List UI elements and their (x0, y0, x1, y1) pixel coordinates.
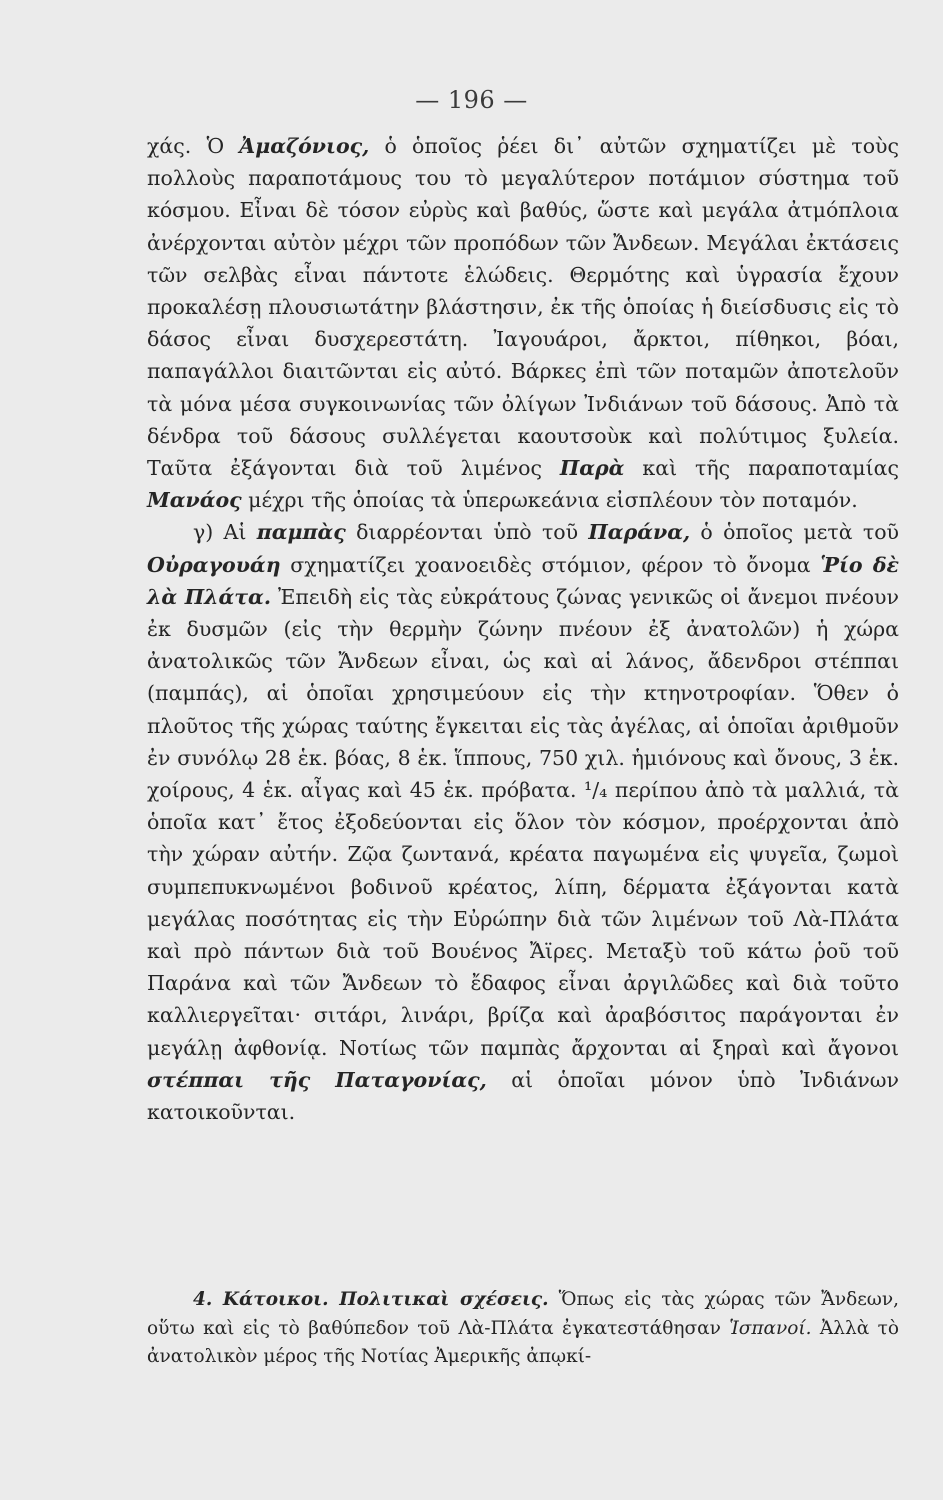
main-text (147, 130, 899, 1128)
text-run: Ὅπως εἰς τὰς χώρας τῶν Ἄνδεων, οὕτω καὶ εἰς τὸ βαθύπεδον τοῦ Λὰ-Πλάτα ἐγκατεστάθησαν (147, 1289, 899, 1339)
emphasis-pampas: παμπὰς (256, 520, 346, 545)
text-run: διαρρέονται ὑπὸ τοῦ (345, 520, 589, 545)
text-run: μέχρι τῆς ὁποίας τὰ ὑπερωκεάνια εἰσπλέουν τὸν ποταμόν. (241, 488, 858, 513)
text-run: Ἀλλὰ τὸ ἀνατολικὸν μέρος τῆς Νοτίας Ἀμερικῆς ἀπῳκί- (147, 1317, 900, 1368)
fraction-quarter: ¹/₄ (584, 778, 608, 803)
text-run: γ) Αἱ (193, 520, 257, 545)
text-run: περίπου ἀπὸ τὰ μαλλιά, τὰ ὁποῖα κατ᾽ ἔτος ἐξοδεύονται εἰς ὅλον τὸν κόσμον, προέρχονται ἀπὸ τὴν χώραν αὐτήν. Ζῷα ζωντανά, κρέατα παγωμένα εἰς ψυγεῖα, ζωμοὶ συμπεπυκνωμένοι βοδινοῦ κρέατος, λίπη, δέρματα ἐξάγονται κατὰ μεγάλας ποσότητας εἰς τὴν Εὐρώπην διὰ τῶν λιμένων τοῦ Λὰ-Πλάτα καὶ πρὸ πάντων διὰ τοῦ Βουένος Ἄϊρες. Μεταξὺ τοῦ κάτω ῥοῦ τοῦ Παράνα καὶ τῶν Ἄνδεων τὸ ἔδαφος εἶναι ἀργιλῶδες καὶ διὰ τοῦτο καλλιεργεῖται· σιτάρι, λινάρι, βρίζα καὶ ἀραβόσιτος παράγονται ἐν μεγάλῃ ἀφθονίᾳ. Νοτίως τῶν παμπὰς ἄρχονται αἱ ξηραὶ καὶ ἄγονοι (147, 778, 899, 1060)
emphasis-patagonia-steppes: στέππαι τῆς Παταγονίας, (147, 1067, 487, 1092)
emphasis-amazon: Ἀμαζόνιος, (239, 134, 370, 158)
section-paragraph (147, 1286, 899, 1372)
text-run: αἱ ὁποῖαι μόνον ὑπὸ Ἰνδιάνων κατοικοῦνται. (147, 1067, 899, 1125)
text-run: χάς. Ὁ (147, 134, 240, 158)
paragraph-amazon (147, 130, 899, 516)
text-run: ὁ ὁποῖος μετὰ τοῦ (690, 520, 900, 545)
text-run: καὶ τῆς παραποταμίας (624, 456, 899, 481)
emphasis-manaos: Μανάος (147, 488, 242, 513)
emphasis-spanish: Ἱσπανοί. (729, 1317, 812, 1339)
text-run: σχηματίζει χοανοειδὲς στόμιον, φέρον τὸ ὄνομα (280, 552, 821, 577)
emphasis-rio-de-la-plata: Ῥίο δὲ λὰ Πλάτα. (147, 552, 899, 609)
section-inhabitants (147, 1286, 899, 1372)
text-run: ὁ ὁποῖος ῥέει δι᾽ αὐτῶν σχηματίζει μὲ τοὺς πολλοὺς παραποτάμους του τὸ μεγαλύτερον ποτάμιον σύστημα τοῦ κόσμου. Εἶναι δὲ τόσον εὐρὺς καὶ βαθύς, ὥστε καὶ μεγάλα ἀτμόπλοια ἀνέρχονται αὐτὸν μέχρι τῶν προπόδων τῶν Ἄνδεων. Μεγάλαι ἐκτάσεις τῶν σελβὰς εἶναι πάντοτε ἑλώδεις. Θερμότης καὶ ὑγρασία ἔχουν προκαλέσῃ πλουσιωτάτην βλάστησιν, ἐκ τῆς ὁποίας ἡ διείσδυσις εἰς τὸ δάσος εἶναι δυσχερεστάτη. Ἰαγουάροι, ἄρκτοι, πίθηκοι, βόαι, παπαγάλλοι διαιτῶνται εἰς αὐτό. Βάρκες ἐπὶ τῶν ποταμῶν ἀποτελοῦν τὰ μόνα μέσα συγκοινωνίας τῶν ὀλίγων Ἰνδιάνων τοῦ δάσους. Ἀπὸ τὰ δένδρα τοῦ δάσους συλλέγεται καουτσοὺκ καὶ πολύτιμος ξυλεία. Ταῦτα ἐξάγονται διὰ τοῦ λιμένος (147, 134, 899, 481)
emphasis-parana: Παράνα, (588, 520, 691, 545)
emphasis-para: Παρὰ (559, 456, 625, 481)
text-run: Ἐπειδὴ εἰς τὰς εὐκράτους ζώνας γενικῶς οἱ ἄνεμοι πνέουν ἐκ δυσμῶν (εἰς τὴν θερμὴν ζώνην πνέουν ἐξ ἀνατολῶν) ἡ χώρα ἀνατολικῶς τῶν Ἄνδεων εἶναι, ὡς καὶ αἱ λάνος, ἄδενδροι στέππαι (παμπάς), αἱ ὁποῖαι χρησιμεύουν εἰς τὴν κτηνοτροφίαν. Ὅθεν ὁ πλοῦτος τῆς χώρας ταύτης ἔγκειται εἰς τὰς ἀγέλας, αἱ ὁποῖαι ἀριθμοῦν ἐν συνόλῳ 28 ἑκ. βόας, 8 ἑκ. ἵππους, 750 χιλ. ἡμιόνους καὶ ὄνους, 3 ἑκ. χοίρους, 4 ἑκ. αἶγας καὶ 45 ἑκ. πρόβατα. (147, 584, 899, 803)
section-heading: 4. Κάτοικοι. Πολιτικαὶ σχέσεις. (193, 1289, 549, 1310)
page-number: — 196 — (415, 86, 528, 114)
paragraph-pampas (147, 516, 899, 1128)
emphasis-uruguay: Οὐραγουάη (147, 552, 281, 577)
